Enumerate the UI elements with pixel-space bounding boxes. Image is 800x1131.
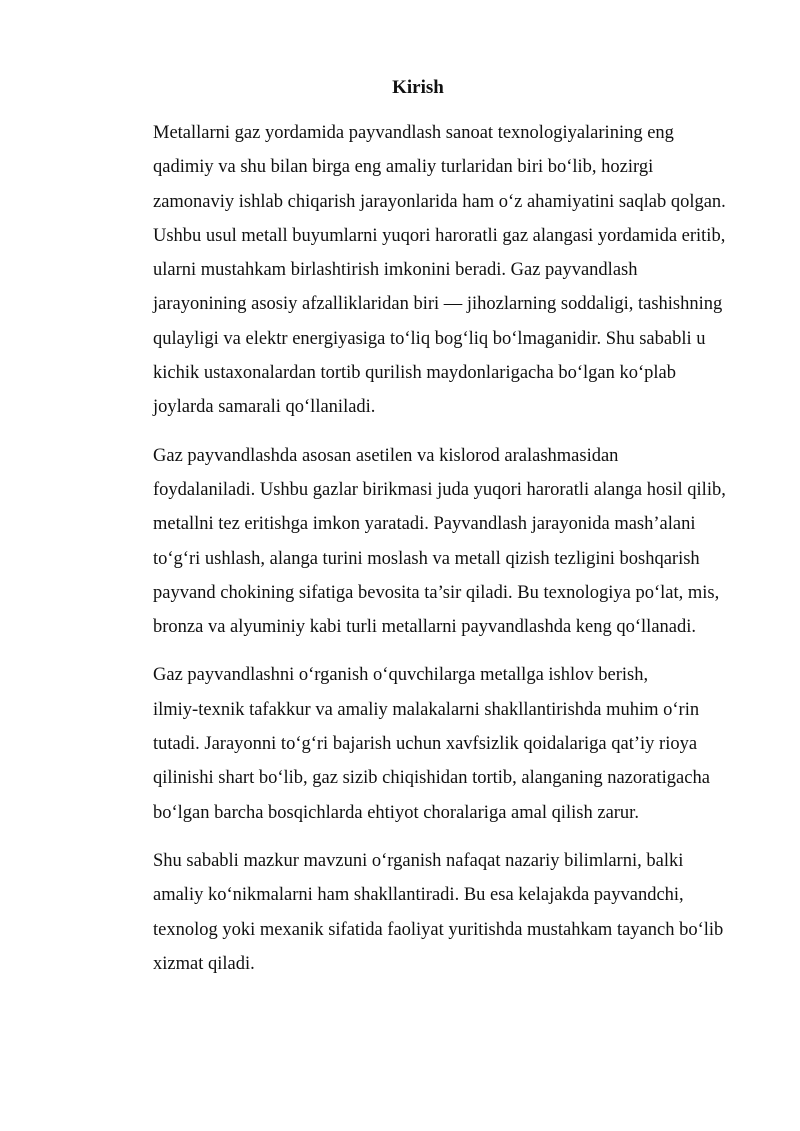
text-line: xizmat qiladi.	[153, 953, 255, 974]
text-line: Ushbu usul metall buyumlarni yuqori haroratli gaz alangasi yordamida eritib,	[153, 225, 726, 246]
page-title: Kirish	[392, 77, 444, 98]
paragraph-4	[116, 844, 724, 981]
text-line: qadimiy va shu bilan birga eng amaliy turlaridan biri bo‘lib, hozirgi	[153, 157, 654, 178]
text-line: to‘g‘ri ushlash, alanga turini moslash va metall qizish tezligini boshqarish	[153, 548, 700, 569]
paragraph-3	[116, 658, 720, 829]
text-line: Shu sababli mazkur mavzuni o‘rganish nafaqat nazariy bilimlarni, balki	[153, 850, 684, 871]
paragraph-1	[116, 116, 726, 425]
text-line: zamonaviy ishlab chiqarish jarayonlarida ham o‘z ahamiyatini saqlab qolgan.	[153, 191, 726, 212]
text-line: ularni mustahkam birlashtirish imkonini beradi. Gaz payvandlash	[153, 260, 638, 281]
text-line: metallni tez eritishga imkon yaratadi. Payvandlash jarayonida mash’alani	[153, 514, 696, 535]
text-line: qilinishi shart bo‘lib, gaz sizib chiqishidan tortib, alanganing nazoratigacha	[153, 768, 710, 789]
text-line: tutadi. Jarayonni to‘g‘ri bajarish uchun xavfsizlik qoidalariga qat’iy rioya	[153, 734, 698, 755]
text-line: Metallarni gaz yordamida payvandlash sanoat texnologiyalarining eng	[153, 123, 674, 143]
text-line: payvand chokining sifatiga bevosita ta’sir qiladi. Bu texnologiya po‘lat, mis,	[153, 582, 720, 603]
text-line: kichik ustaxonalardan tortib qurilish maydonlarigacha bo‘lgan ko‘plab	[153, 363, 676, 384]
text-line: Gaz payvandlashda asosan asetilen va kislorod aralashmasidan	[153, 445, 619, 466]
text-line: Gaz payvandlashni o‘rganish o‘quvchilarga metallga ishlov berish,	[153, 665, 649, 686]
text-line: joylarda samarali qo‘llaniladi.	[153, 397, 376, 418]
text-line: foydalaniladi. Ushbu gazlar birikmasi juda yuqori haroratli alanga hosil qilib,	[153, 479, 726, 500]
text-line: ilmiy-texnik tafakkur va amaliy malakalarni shakllantirishda muhim o‘rin	[153, 699, 700, 720]
text-line: bronza va alyuminiy kabi turli metallarni payvandlashda keng qo‘llanadi.	[153, 617, 697, 638]
text-line: amaliy ko‘nikmalarni ham shakllantiradi. Bu esa kelajakda payvandchi,	[153, 885, 684, 906]
text-line: bo‘lgan barcha bosqichlarda ehtiyot choralariga amal qilish zarur.	[153, 802, 639, 823]
text-line: texnolog yoki mexanik sifatida faoliyat yuritishda mustahkam tayanch bo‘lib	[153, 919, 724, 940]
text-line: jarayonining asosiy afzalliklaridan biri — jihozlarning soddaligi, tashishning	[153, 294, 723, 315]
text-line: qulayligi va elektr energiyasiga to‘liq bog‘liq bo‘lmaganidir. Shu sababli u	[153, 328, 706, 349]
paragraph-2	[116, 439, 726, 645]
